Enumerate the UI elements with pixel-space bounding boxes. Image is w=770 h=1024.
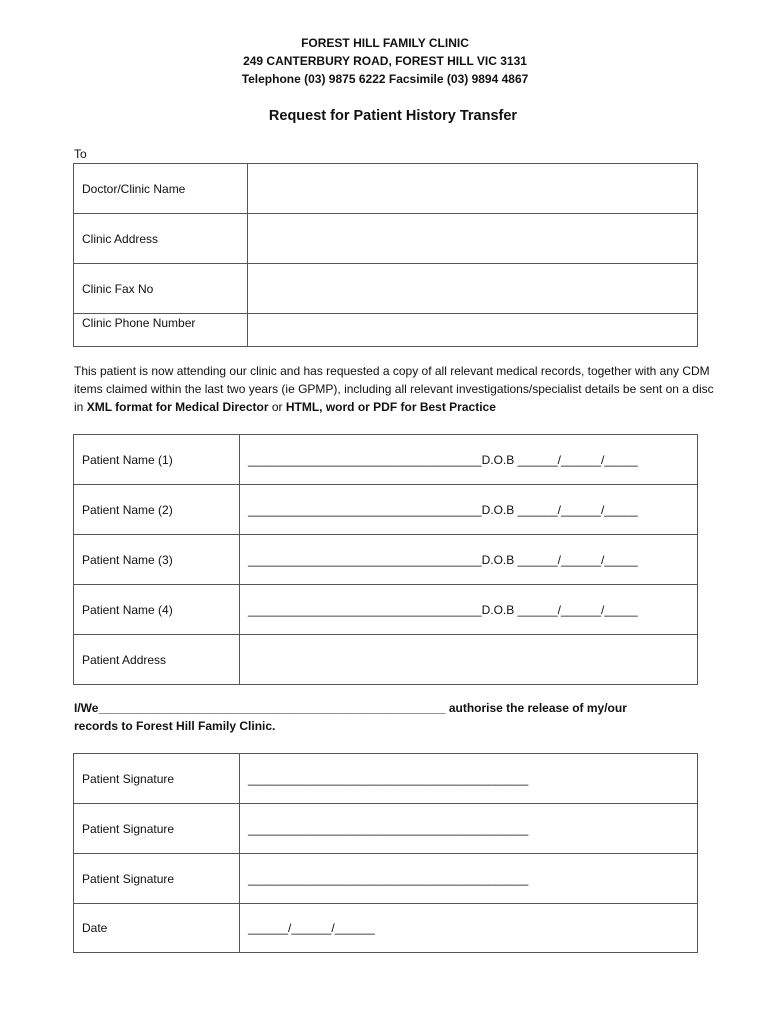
recipient-label: Clinic Fax No [74, 264, 248, 314]
date-label: Date [74, 904, 240, 953]
patient-table [73, 434, 698, 685]
paragraph-bold-2: HTML, word or PDF for Best Practice [285, 400, 496, 414]
clinic-address-field[interactable] [248, 214, 698, 264]
request-paragraph [74, 362, 724, 416]
recipient-row [74, 314, 698, 347]
date-row [74, 904, 698, 953]
signature-row [74, 854, 698, 904]
patient-row [74, 485, 698, 535]
patient-row [74, 585, 698, 635]
authorisation-line-2: records to Forest Hill Family Clinic. [74, 719, 276, 733]
doctor-clinic-name-field[interactable] [248, 164, 698, 214]
paragraph-text-1: This patient is now attending our clinic and has requested a copy of all relevant medical records, together with any CDM items claimed within the last two years (ie GPMP), including all relevant investigations/specialist details be sent on a disc in [74, 364, 714, 414]
clinic-fax-field[interactable] [248, 264, 698, 314]
paragraph-bold-1: XML format for Medical Director [86, 400, 269, 414]
patient-name-field[interactable]: ___________________________________D.O.B ______/______/_____ [240, 585, 698, 635]
recipient-row [74, 214, 698, 264]
patient-name-label: Patient Name (2) [74, 485, 240, 535]
recipient-label: Clinic Address [74, 214, 248, 264]
patient-name-label: Patient Name (4) [74, 585, 240, 635]
clinic-phone-field[interactable] [248, 314, 698, 347]
recipient-label: Clinic Phone Number [74, 314, 248, 347]
recipient-table [73, 163, 698, 347]
paragraph-text-2: or [268, 400, 286, 414]
patient-row [74, 435, 698, 485]
to-label: To [74, 147, 87, 161]
clinic-phones: Telephone (03) 9875 6222 Facsimile (03) 9894 4867 [241, 72, 529, 86]
recipient-label: Doctor/Clinic Name [74, 164, 248, 214]
signature-field[interactable]: __________________________________________ [240, 804, 698, 854]
signature-table [73, 753, 698, 953]
authorisation-line-1[interactable]: I/We____________________________________________________ authorise the release of my/our [74, 701, 627, 715]
patient-name-label: Patient Name (3) [74, 535, 240, 585]
page-title: Request for Patient History Transfer [268, 108, 518, 124]
patient-name-field[interactable]: ___________________________________D.O.B ______/______/_____ [240, 485, 698, 535]
signature-label: Patient Signature [74, 754, 240, 804]
recipient-row [74, 164, 698, 214]
signature-row [74, 804, 698, 854]
signature-field[interactable]: __________________________________________ [240, 754, 698, 804]
patient-address-label: Patient Address [74, 635, 240, 685]
patient-row [74, 635, 698, 685]
patient-name-label: Patient Name (1) [74, 435, 240, 485]
signature-field[interactable]: __________________________________________ [240, 854, 698, 904]
patient-row [74, 535, 698, 585]
clinic-name: FOREST HILL FAMILY CLINIC [301, 36, 469, 50]
patient-name-field[interactable]: ___________________________________D.O.B ______/______/_____ [240, 435, 698, 485]
clinic-address: 249 CANTERBURY ROAD, FOREST HILL VIC 3131 [243, 54, 527, 68]
signature-row [74, 754, 698, 804]
date-field[interactable]: ______/______/______ [240, 904, 698, 953]
signature-label: Patient Signature [74, 854, 240, 904]
signature-label: Patient Signature [74, 804, 240, 854]
recipient-row [74, 264, 698, 314]
patient-name-field[interactable]: ___________________________________D.O.B ______/______/_____ [240, 535, 698, 585]
patient-address-field[interactable] [240, 635, 698, 685]
